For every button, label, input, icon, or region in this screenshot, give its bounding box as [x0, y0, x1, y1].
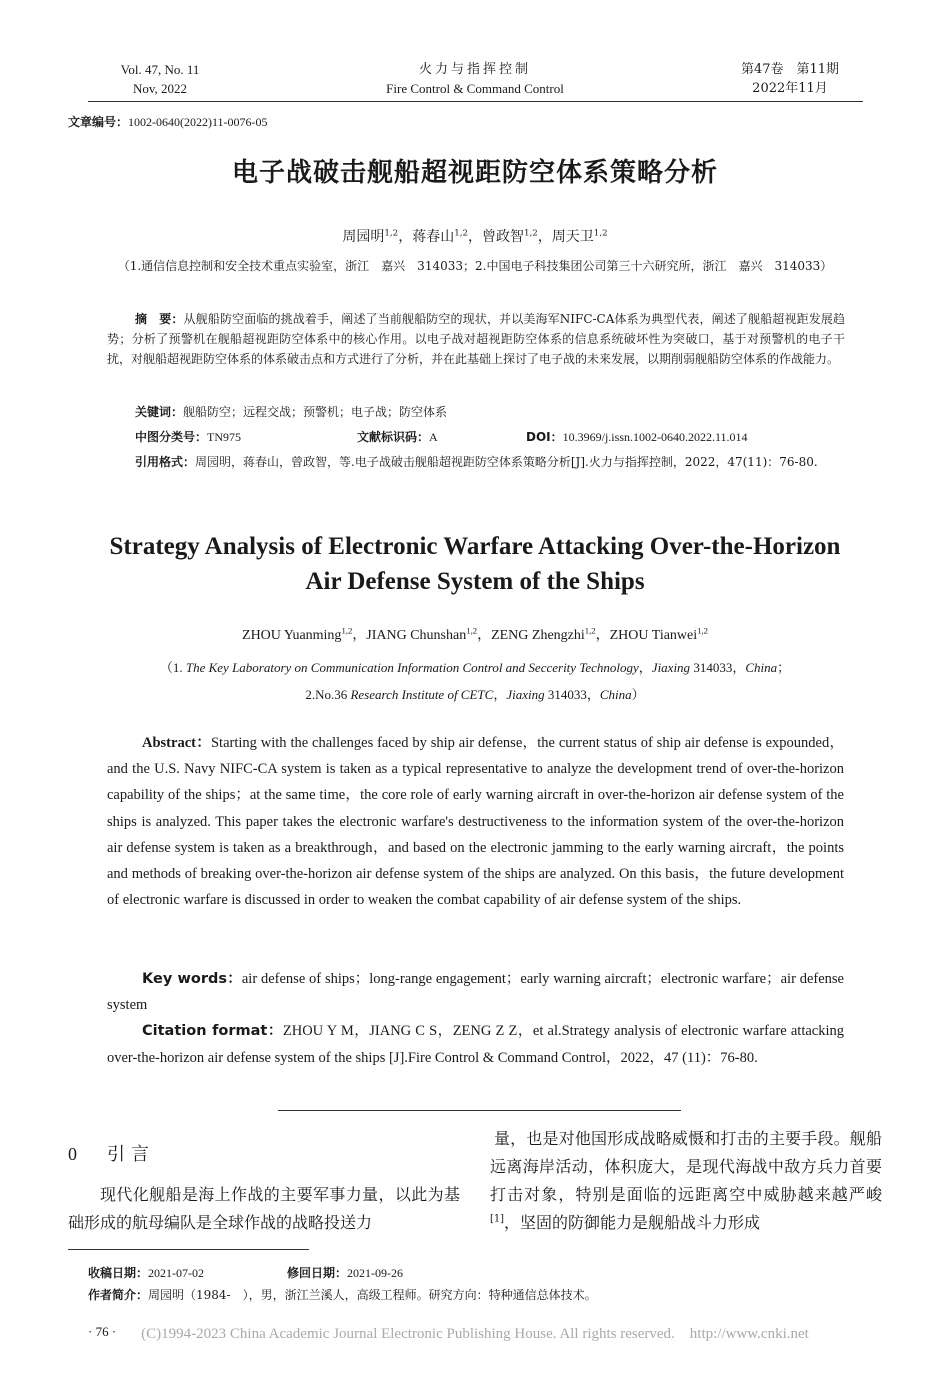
footnote-revised	[287, 1264, 403, 1281]
header-journal	[300, 60, 650, 98]
footnote-author	[88, 1286, 597, 1303]
affiliation-en-line1: （1. The Key Laboratory on Communication Information Control and Seccerity Technology，Jiaxing 314033，China；	[159, 660, 791, 675]
citation-cn-label: 引用格式：	[135, 455, 196, 469]
author-cn-4: 周天卫	[551, 229, 594, 245]
section-0-title: 引言	[107, 1144, 155, 1165]
section-0-heading	[68, 1140, 155, 1166]
keywords-cn-label: 关键词：	[135, 405, 184, 419]
revised-value: 2021-09-26	[347, 1266, 404, 1280]
classification-doc	[357, 428, 438, 445]
affiliations-en	[0, 654, 950, 708]
doi-value: 10.3969/j.issn.1002-0640.2022.11.014	[562, 430, 748, 444]
author-cn-4-sup: 1,2	[593, 228, 608, 239]
reference-1: [1]	[490, 1213, 505, 1225]
author-en-2-sup: 1,2	[466, 625, 478, 636]
header-issue	[715, 60, 865, 98]
section-0-number: 0	[68, 1144, 77, 1164]
citation-en-text: ZHOU Y M，JIANG C S，ZENG Z Z，et al.Strategy analysis of electronic warfare attacking over-the-horizon air defense system of the ships [J].Fire Control & Command Control，2022，47 (11)：76-80.	[107, 1023, 844, 1066]
author-en-1: ZHOU Yuanming	[242, 628, 342, 643]
header-volume	[90, 60, 230, 98]
classification-clc	[135, 428, 241, 445]
abstract-cn	[107, 309, 845, 369]
author-cn-1: 周园明	[342, 229, 385, 245]
clc-label: 中图分类号：	[135, 430, 208, 444]
header-issue-line1: 第47卷 第11期	[740, 62, 840, 77]
author-en-2: JIANG Chunshan	[366, 628, 467, 643]
copyright-watermark: (C)1994-2023 China Academic Journal Electronic Publishing House. All rights reserved. http://www.cnki.net	[141, 1326, 809, 1342]
section-0-left-para: 现代化舰船是海上作战的主要军事力量，以此为基础形成的航母编队是全球作战的战略投送力	[68, 1185, 460, 1232]
received-value: 2021-07-02	[148, 1266, 205, 1280]
citation-cn	[107, 451, 847, 473]
footnote-rule	[68, 1249, 309, 1250]
title-en	[0, 529, 950, 599]
header-rule	[88, 101, 863, 102]
abstract-en-label: Abstract：	[142, 735, 211, 751]
abstract-cn-label: 摘 要：	[135, 312, 184, 326]
title-cn: 电子战破击舰船超视距防空体系策略分析	[231, 158, 718, 188]
author-cn-2-sup: 1,2	[454, 228, 468, 239]
classification-doi	[526, 428, 748, 445]
citation-en-label: Citation format：	[142, 1023, 283, 1039]
clc-value: TN975	[207, 430, 242, 444]
doc-code-label: 文献标识码：	[357, 430, 430, 444]
abstract-cn-text: 从舰船防空面临的挑战着手，阐述了当前舰船防空的现状，并以美海军NIFC-CA体系为典型代表，阐述了舰船超视距发展趋势；分析了预警机在舰船超视距防空体系中的核心作用。以电子战对超视距防空体系的信息系统破坏性为突破口，基于对预警机的电子干扰，对舰船超视距防空体系的体系破击点和方式进行了分析，并在此基础上探讨了电子战的未来发展，以期削弱舰船防空体系的作战能力。	[107, 312, 845, 366]
keywords-en	[107, 966, 844, 1018]
header-vol-line2: Nov, 2022	[132, 81, 188, 96]
keywords-cn-text: 舰船防空；远程交战；预警机；电子战；防空体系	[183, 405, 448, 419]
doc-code-value: A	[429, 430, 438, 444]
authors-cn: 周园明$^{1,2}$，蒋春山$^{1,2}$，曾政智$^{1,2}$，周天卫$^{1,2}$	[342, 228, 608, 245]
author-en-4-sup: 1,2	[697, 625, 708, 636]
keywords-en-label: Key words：	[142, 971, 242, 987]
citation-en	[107, 1018, 844, 1071]
header-issue-line2: 2022年11月	[752, 81, 828, 96]
header-vol-line1: Vol. 47, No. 11	[120, 62, 200, 77]
revised-label: 修回日期：	[287, 1266, 348, 1280]
header-journal-cn: 火力与指挥控制	[418, 62, 531, 77]
abstract-en-text: Starting with the challenges faced by ship air defense，the current status of ship air defense is expounded，and the U.S. Navy NIFC-CA system is taken as a typical representative to analyze the development trend of over-the-horizon capability of the ships；at the same time，the core role of early warning aircraft in over-the-horizon air defense system of the ships is analyzed. This paper takes the electronic warfare's destructiveness to the information system of the over-the-horizon air defense system is taken as a breakthrough，and based on the electronic jamming to the early warning aircraft，the points and methods of breaking over-the-horizon air defense system of the ships are analyzed. On this basis，the future development of electronic warfare is discussed in order to weaken the combat capability of air defense system of the ships.	[107, 735, 844, 909]
author-bio-value: 周园明（1984- ），男，浙江兰溪人，高级工程师。研究方向：特种通信总体技术。	[148, 1288, 597, 1302]
keywords-cn	[135, 403, 447, 420]
affiliation-en-1-name: The Key Laboratory on Communication Information Control and Seccerity Technology	[185, 660, 639, 675]
abstract-end-rule	[278, 1110, 681, 1111]
affiliation-en-2-name: Research Institute of CETC	[350, 687, 494, 702]
author-cn-1-sup: 1,2	[384, 228, 399, 239]
author-cn-3-sup: 1,2	[524, 228, 538, 239]
footnote-received	[88, 1264, 204, 1281]
author-bio-label: 作者简介：	[88, 1288, 149, 1302]
article-number-label: 文章编号：	[68, 115, 129, 129]
received-label: 收稿日期：	[88, 1266, 149, 1280]
authors-en: ZHOU Yuanming$^{1,2}$，JIANG Chunshan$^{1,2}$，ZENG Zhengzhi$^{1,2}$，ZHOU Tianwei$^{1,2}$	[242, 625, 708, 643]
author-en-3-sup: 1,2	[584, 625, 596, 636]
citation-cn-text: 周园明，蒋春山，曾政智，等.电子战破击舰船超视距防空体系策略分析[J].火力与指挥控制，2022，47(11)：76-80.	[195, 455, 818, 469]
affiliation-en-line2: 2.No.36 Research Institute of CETC，Jiaxing 314033，China）	[305, 687, 645, 702]
author-en-4: ZHOU Tianwei	[609, 628, 698, 643]
doi-label: DOI：	[526, 430, 563, 444]
article-number-value: 1002-0640(2022)11-0076-05	[128, 115, 268, 129]
page-number: · 76 ·	[88, 1324, 117, 1339]
header-journal-en: Fire Control & Command Control	[386, 81, 564, 96]
article-number	[68, 113, 268, 130]
author-en-1-sup: 1,2	[341, 625, 353, 636]
title-en-line1: Strategy Analysis of Electronic Warfare Attacking Over-the-Horizon	[109, 533, 841, 560]
author-cn-2: 蒋春山	[412, 229, 455, 245]
keywords-en-text: air defense of ships；long-range engagement；early warning aircraft；electronic warfare；air defense system	[107, 971, 844, 1013]
abstract-en	[107, 730, 844, 913]
section-0-right-para: 量，也是对他国形成战略威慑和打击的主要手段。舰船远离海岸活动，体积庞大，是现代海战中敌方兵力首要打击对象，特别是面临的远距离空中威胁越来越严峻[1]，坚固的防御能力是舰船战斗力形成	[490, 1129, 882, 1232]
author-cn-3: 曾政智	[482, 229, 524, 245]
author-en-3: ZENG Zhengzhi	[491, 628, 585, 643]
affiliations-cn: （1.通信信息控制和安全技术重点实验室，浙江 嘉兴 314033；2.中国电子科技集团公司第三十六研究所，浙江 嘉兴 314033）	[117, 259, 833, 273]
title-en-line2: Air Defense System of the Ships	[305, 568, 645, 595]
